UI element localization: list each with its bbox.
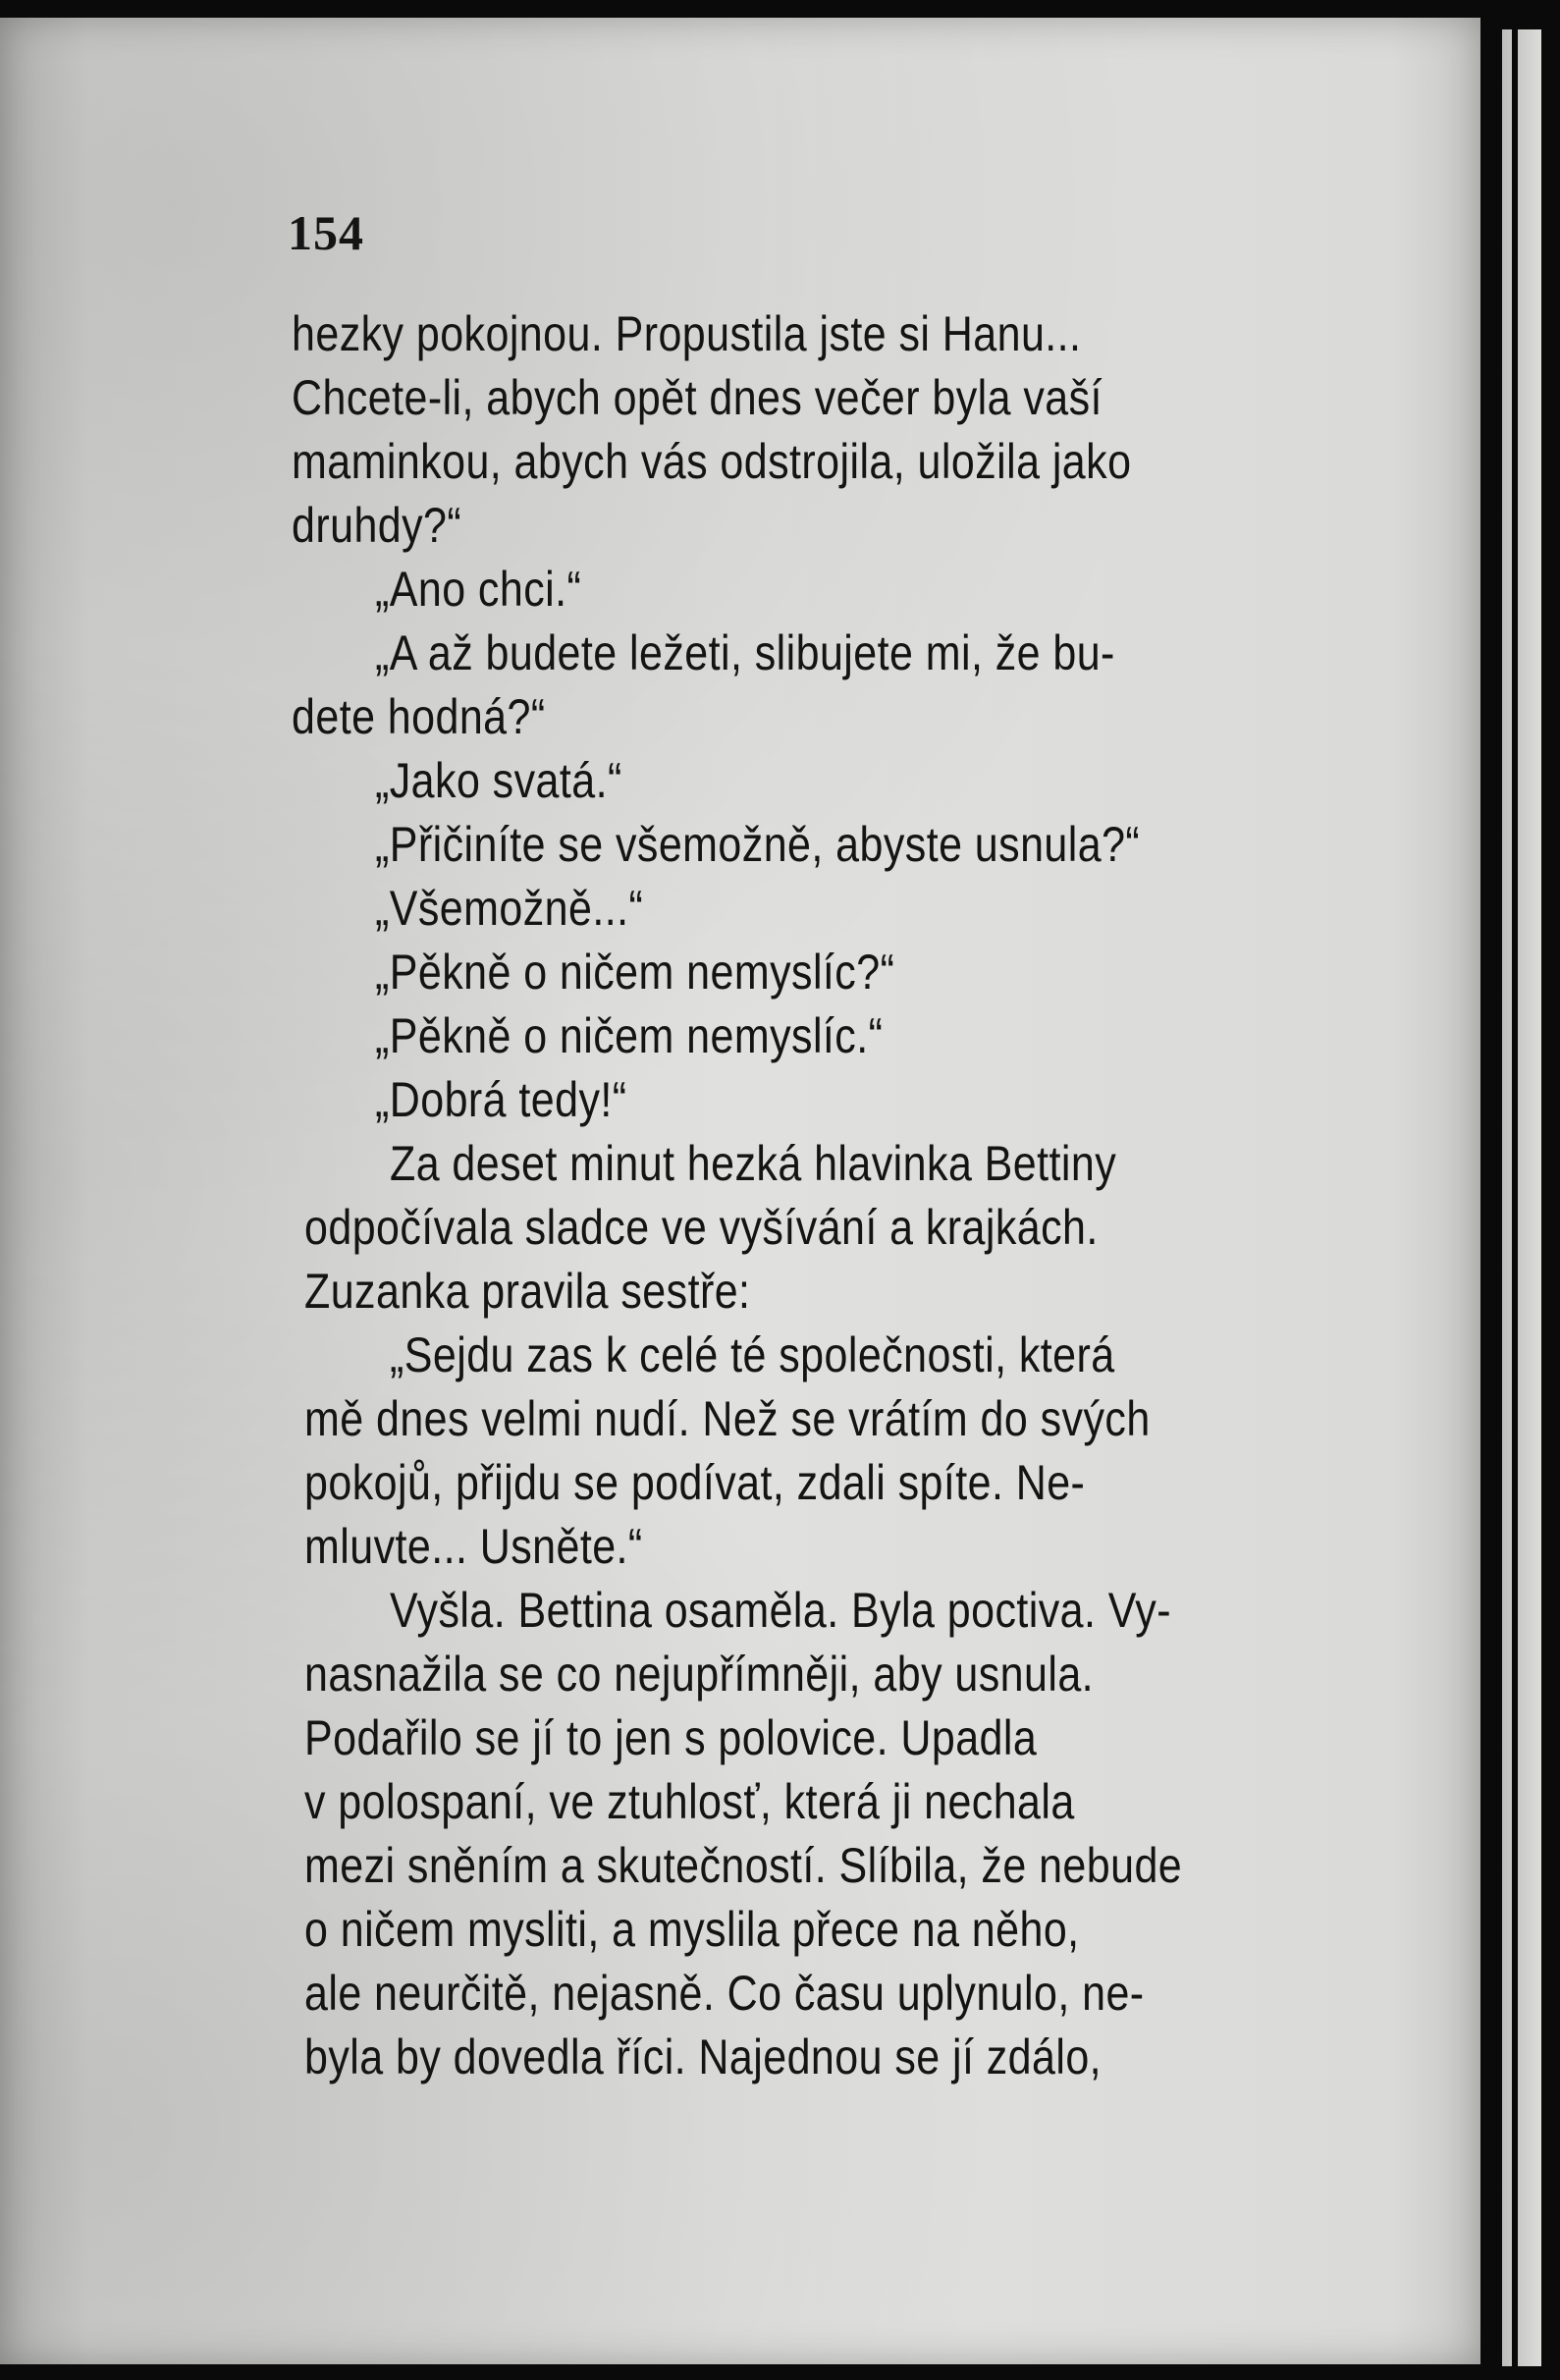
text-line: mluvte... Usněte.“ [304,1519,643,1574]
text-line: byla by dovedla říci. Najednou se jí zdálo, [304,2029,1103,2084]
text-line: „Pěkně o ničem nemyslíc.“ [375,1008,884,1063]
text-line: „Všemožně...“ [375,881,644,936]
text-line: Vyšla. Bettina osaměla. Byla poctiva. Vy- [390,1583,1171,1638]
text-line: pokojů, přijdu se podívat, zdali spíte. Ne- [304,1455,1086,1510]
text-line: „Dobrá tedy!“ [375,1072,627,1127]
text-line: ale neurčitě, nejasně. Co času uplynulo, ne- [304,1966,1145,2021]
text-line: „Ano chci.“ [375,562,582,617]
text-line: odpočívala sladce ve vyšívání a krajkách. [304,1200,1099,1255]
text-line: Podařilo se jí to jen s polovice. Upadla [304,1710,1038,1765]
text-line: Zuzanka pravila sestře: [304,1264,751,1319]
text-line: nasnažila se co nejupřímněji, aby usnula. [304,1647,1095,1702]
page-number: 154 [288,205,364,260]
adjacent-page-edge [1502,29,1541,2366]
text-line: mě dnes velmi nudí. Než se vrátím do svých [304,1391,1151,1446]
text-line: „Jako svatá.“ [375,753,622,808]
text-line: mezi sněním a skutečností. Slíbila, že nebude [304,1838,1183,1893]
text-line: „Sejdu zas k celé té společnosti, která [390,1327,1115,1382]
text-line: „A až budete ležeti, slibujete mi, že bu- [375,625,1115,680]
text-line: maminkou, abych vás odstrojila, uložila jako [292,434,1132,489]
text-line: „Přičiníte se všemožně, abyste usnula?“ [375,817,1141,872]
text-line: Za deset minut hezká hlavinka Bettiny [390,1136,1117,1191]
text-line: o ničem mysliti, a myslila přece na něho, [304,1902,1080,1957]
text-line: hezky pokojnou. Propustila jste si Hanu... [292,306,1082,361]
text-line: „Pěkně o ničem nemyslíc?“ [375,945,895,1000]
text-line: druhdy?“ [292,498,462,553]
text-line: v polospaní, ve ztuhlosť, která ji nechala [304,1774,1075,1829]
text-line: dete hodná?“ [292,689,546,744]
text-line: Chcete-li, abych opět dnes večer byla vaší [292,370,1103,425]
